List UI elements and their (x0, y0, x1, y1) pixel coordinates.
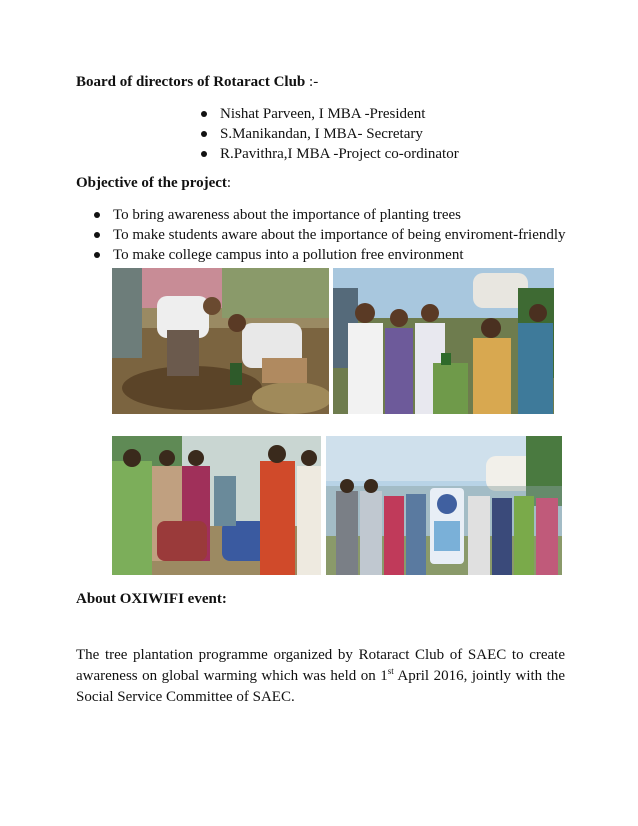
photo-handing-sapling-image (333, 268, 554, 414)
about-paragraph-part1: The tree plantation programme organized by Rotaract Club of SAEC to create awareness on global warming which was held on 1 (76, 647, 565, 684)
objective-list (91, 205, 566, 265)
photo-group-with-plant-image (112, 436, 321, 575)
bullet-icon (201, 151, 207, 157)
board-member-coordinator: R.Pavithra,I MBA -Project co-ordinator (220, 146, 459, 162)
bullet-icon (201, 131, 207, 137)
bullet-icon (94, 232, 100, 238)
about-paragraph-sup: st (387, 666, 394, 676)
bullet-icon (94, 212, 100, 218)
about-paragraph-part2: April 2016, jointly with the Social Service Committee of SAEC. (76, 668, 566, 705)
objective-item: To make college campus into a pollution free environment (113, 247, 464, 263)
board-members-list (198, 104, 459, 164)
board-heading-suffix: :- (305, 74, 319, 90)
list-item (91, 225, 566, 245)
objective-heading-suffix: : (226, 175, 232, 191)
objective-heading (76, 175, 231, 192)
photo-planting-sapling-image (112, 268, 329, 414)
objective-item: To bring awareness about the importance of planting trees (113, 207, 462, 223)
list-item (198, 104, 459, 124)
list-item (91, 205, 566, 225)
list-item (198, 124, 459, 144)
bullet-icon (201, 111, 207, 117)
board-member-secretary: S.Manikandan, I MBA- Secretary (220, 126, 423, 142)
photo-handing-sapling (333, 268, 554, 414)
objective-item: To make students aware about the importance of being enviroment-friendly (113, 227, 566, 243)
list-item (198, 144, 459, 164)
photo-group-with-banner (326, 436, 562, 575)
list-item (91, 245, 566, 265)
photo-group-with-plant (112, 436, 321, 575)
board-heading-text: Board of directors of Rotaract Club (76, 74, 306, 90)
board-heading (76, 74, 318, 91)
photo-planting-sapling (112, 268, 329, 414)
about-paragraph (76, 645, 565, 708)
bullet-icon (94, 252, 100, 258)
board-member-president: Nishat Parveen, I MBA -President (220, 106, 426, 122)
photo-group-with-banner-image (326, 436, 562, 575)
objective-heading-text: Objective of the project (76, 175, 227, 191)
about-heading: About OXIWIFI event: (76, 591, 227, 607)
